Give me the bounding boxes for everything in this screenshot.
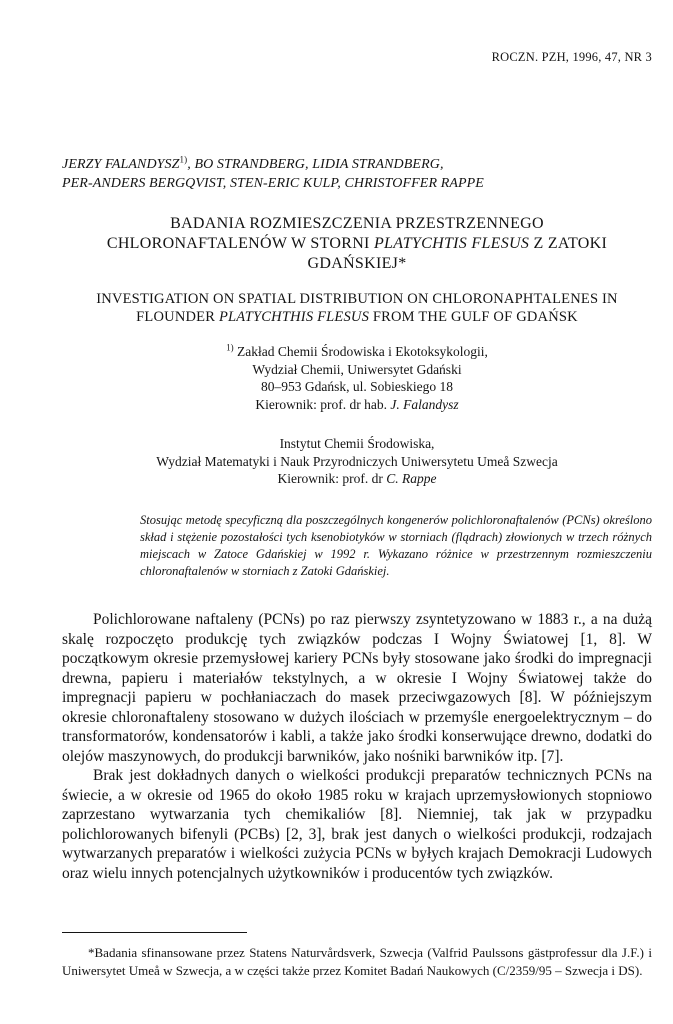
footnote: *Badania sfinansowane przez Statens Naturvårdsverk, Szwecja (Valfrid Paulssons gästprofessur dla J.F.) i Uniwersytet Umeå w Szwecja, a w części także przez Komitet Badań Naukowych (C/2359/95 – Szwecja i DS). — [62, 945, 652, 978]
title-en-line-2 — [62, 308, 652, 326]
abstract: Stosując metodę specyficzną dla poszczególnych kongenerów polichloronaftalenów (PCNs) określono skład i stężenie pozostałości tych ksenobiotyków w storniach (flądrach) złowionych w trzech różnych miejscach w Zatoce Gdańskiej w 1992 r. Wykazano różnice w przestrzennym rozmieszczeniu chloronaftalenów w storniach z Zatoki Gdańskiej. — [140, 513, 652, 578]
journal-reference: ROCZN. PZH, 1996, 47, NR 3 — [491, 50, 652, 64]
title-pl-text: CHLORONAFTALENÓW W STORNI — [106, 235, 374, 252]
species-name: PLATYCHTIS FLESUS — [373, 235, 530, 252]
title-polish — [62, 214, 652, 274]
inst1-head-name: J. Falandysz — [390, 396, 459, 412]
author-line-2: PER-ANDERS BERGQVIST, STEN-ERIC KULP, CHRISTOFFER RAPPE — [62, 176, 484, 191]
title-pl-line-2 — [62, 234, 652, 254]
inst2-line-1: Instytut Chemii Środowiska, — [279, 436, 435, 451]
title-english — [62, 290, 652, 326]
author-affiliation-mark: 1) — [179, 154, 188, 165]
body-text — [62, 610, 652, 883]
inst2-head-label: Kierownik: prof. dr — [277, 471, 387, 486]
paragraph-1: Polichlorowane naftaleny (PCNs) po raz pierwszy zsyntetyzowano w 1883 r., a na dużą skalę rozpoczęto produkcję tych związków podczas I Wojny Światowej [1, 8]. W początkowym okresie przemysłowej kariery PCNs były stosowane jako środki do impregnacji drewna, papieru i materiałów tekstylnych, a w okresie I Wojny Światowej także do impregnacji papieru w pochłaniaczach do masek przeciwgazowych [8]. W późniejszym okresie chloronaftaleny stosowano w dużych ilościach w przemyśle energoelektrycznym – do transformatorów, kondensatorów i kabli, a także jako środki konserwujące drewno, dodatki do olejów maszynowych, do produkcji barwników, jako nośniki barwników itp. [7]. — [62, 611, 652, 765]
institution-1 — [62, 343, 652, 413]
title-en-text-end: FROM THE GULF OF GDAŃSK — [369, 309, 578, 325]
species-name-en: PLATYCHTHIS FLESUS — [218, 309, 370, 325]
paragraph-2: Brak jest dokładnych danych o wielkości produkcji preparatów technicznych PCNs na świecie, a w okresie od 1965 do około 1985 roku w krajach uprzemysłowionych stopniowo zaprzestano wytwarzania tych chemikaliów [8]. Niemniej, tak jak w przypadku polichlorowanych bifenyli (PCBs) [2, 3], brak jest danych o wielkości produkcji, rodzajach wytwarzanych preparatów i wielkości zużycia PCNs w byłych krajach Demokracji Ludowych oraz wielu innych potencjalnych użytkowników i producentów tych związków. — [62, 767, 652, 882]
inst1-line-3: 80–953 Gdańsk, ul. Sobieskiego 18 — [261, 379, 453, 394]
author-rest: , BO STRANDBERG, LIDIA STRANDBERG, — [187, 157, 444, 172]
author-first: JERZY FALANDYSZ — [62, 157, 180, 172]
footnote-divider — [62, 932, 247, 933]
title-pl-line-3: GDAŃSKIEJ* — [307, 255, 407, 272]
title-en-text: FLOUNDER — [136, 309, 219, 325]
inst1-name: Zakład Chemii Środowiska i Ekotoksykologii, — [233, 344, 488, 359]
inst1-line-2: Wydział Chemii, Uniwersytet Gdański — [252, 361, 462, 377]
inst1-line-4 — [62, 396, 652, 414]
inst2-line-3 — [62, 470, 652, 488]
inst2-head-name: C. Rappe — [386, 471, 437, 486]
title-en-line-1: INVESTIGATION ON SPATIAL DISTRIBUTION ON CHLORONAPHTALENES IN — [96, 291, 618, 307]
author-list — [62, 155, 652, 193]
title-pl-line-1: BADANIA ROZMIESZCZENIA PRZESTRZENNEGO — [170, 215, 544, 232]
inst1-head-label: Kierownik: prof. dr hab. — [255, 396, 391, 412]
inst2-line-2: Wydział Matematyki i Nauk Przyrodniczych Uniwersytetu Umeå Szwecja — [156, 453, 558, 469]
document-page — [62, 0, 652, 1024]
title-pl-text-end: Z ZATOKI — [529, 235, 608, 252]
inst1-line-1 — [62, 343, 652, 361]
institution-2 — [62, 435, 652, 488]
author-line-1 — [62, 155, 652, 174]
affiliation-mark: 1) — [226, 342, 234, 353]
